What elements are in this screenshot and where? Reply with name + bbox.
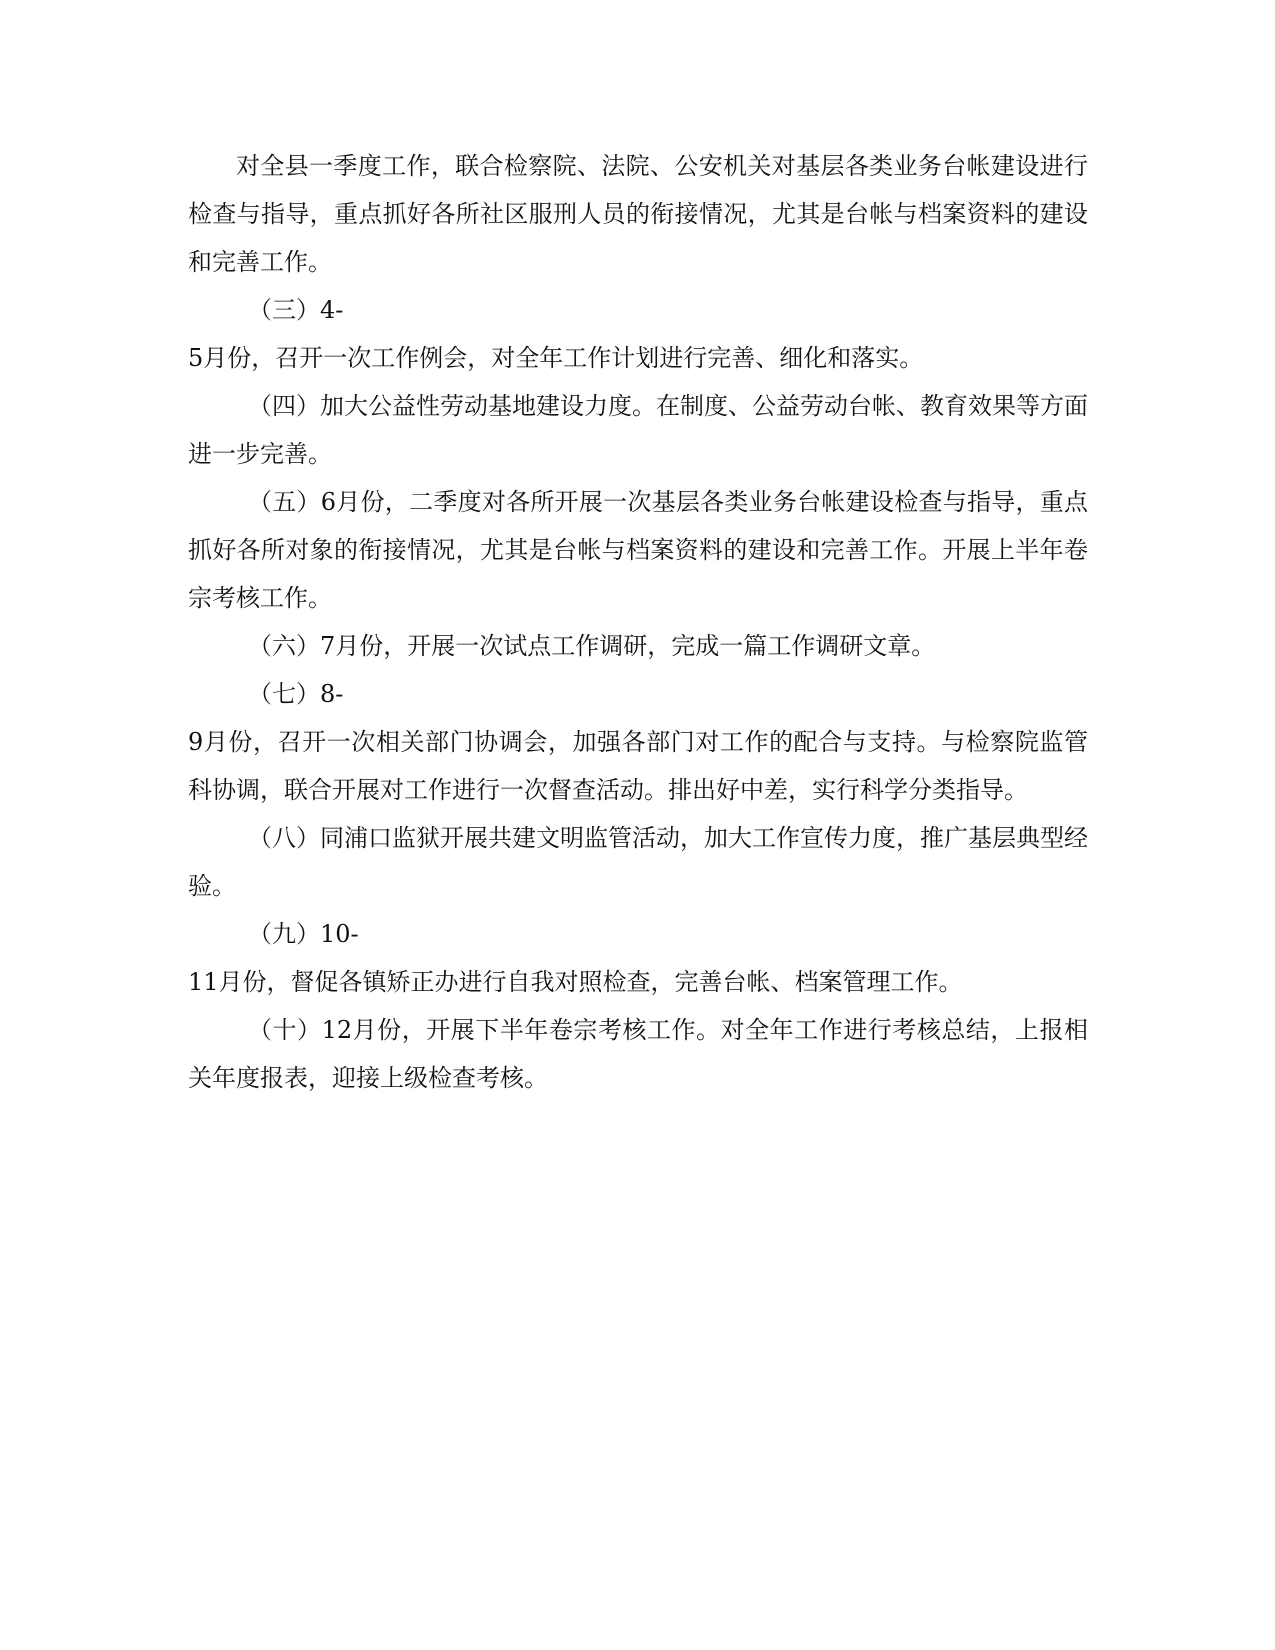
paragraph-item-10: （十）12月份，开展下半年卷宗考核工作。对全年工作进行考核总结，上报相关年度报表，迎接上级检查考核。 xyxy=(188,1016,1088,1092)
paragraph-item-7-heading: （七）8- xyxy=(248,680,344,708)
paragraph-item-5: （五）6月份，二季度对各所开展一次基层各类业务台帐建设检查与指导，重点抓好各所对象的衔接情况，尤其是台帐与档案资料的建设和完善工作。开展上半年卷宗考核工作。 xyxy=(188,488,1088,612)
paragraph-item-8: （八）同浦口监狱开展共建文明监管活动，加大工作宣传力度，推广基层典型经验。 xyxy=(188,824,1088,900)
paragraph-item-4: （四）加大公益性劳动基地建设力度。在制度、公益劳动台帐、教育效果等方面进一步完善。 xyxy=(188,392,1088,468)
paragraph-item-6: （六）7月份，开展一次试点工作调研，完成一篇工作调研文章。 xyxy=(248,632,936,660)
paragraph-item-9-body: 11月份，督促各镇矫正办进行自我对照检查，完善台帐、档案管理工作。 xyxy=(188,968,963,996)
paragraph-q1-inspection: 对全县一季度工作，联合检察院、法院、公安机关对基层各类业务台帐建设进行检查与指导，重点抓好各所社区服刑人员的衔接情况，尤其是台帐与档案资料的建设和完善工作。 xyxy=(188,152,1088,276)
paragraph-item-3-body: 5月份，召开一次工作例会，对全年工作计划进行完善、细化和落实。 xyxy=(188,344,924,372)
paragraph-item-3-heading: （三）4- xyxy=(248,296,344,324)
document-body xyxy=(188,142,1088,1102)
paragraph-item-9-heading: （九）10- xyxy=(248,920,359,948)
paragraph-item-7-body: 9月份，召开一次相关部门协调会，加强各部门对工作的配合与支持。与检察院监管科协调，联合开展对工作进行一次督查活动。排出好中差，实行科学分类指导。 xyxy=(188,728,1088,804)
